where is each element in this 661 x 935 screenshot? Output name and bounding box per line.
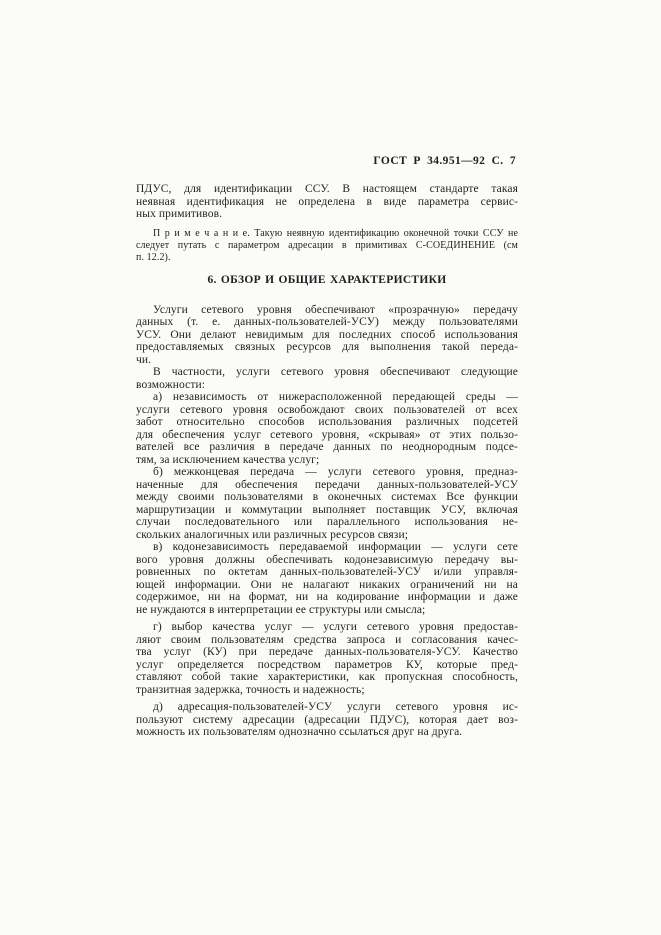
text-column <box>136 155 518 739</box>
text-line: В частности, услуги сетевого уровня обеспечивают следующие <box>153 366 518 378</box>
text-line: в) кодонезависимость передаваемой информации — услуги сете <box>153 541 518 553</box>
page-header: ГОСТ Р 34.951—92 С. 7 <box>373 155 516 167</box>
text-line: скольких аналогичных или различных ресурсов связи; <box>136 528 408 541</box>
list-item-b <box>136 466 518 541</box>
text-line: пользуют систему адресации (адресации ПДУС), которая дает воз- <box>136 713 518 726</box>
text-line: неявная идентификация не определена в виде параметра сервис- <box>136 195 518 208</box>
paragraph-overview <box>136 304 518 367</box>
text-line: тва услуг (КУ) при передаче данных-пользователя-УСУ. Качество <box>136 646 518 658</box>
note-paragraph <box>136 228 518 264</box>
section-heading: 6. ОБЗОР И ОБЩИЕ ХАРАКТЕРИСТИКИ <box>207 273 447 286</box>
text-line: ставляют собой такие характеристики, как пропускная способность, <box>136 671 518 683</box>
text-line: транзитная задержка, точность и надежность; <box>136 683 365 696</box>
text-line: услуг определяется посредством параметров КУ, которые пред- <box>136 658 518 671</box>
text-line: следует путать с параметром адресации в примитивах С-СОЕДИНЕНИЕ (см <box>136 239 518 251</box>
text-line: данных (т. е. данных-пользователей-УСУ) между пользователями <box>136 316 518 328</box>
text-line: г) выбор качества услуг — услуги сетевого уровня предостав- <box>153 621 518 633</box>
text-line: маршрутизации и коммутации выполняет поставщик УСУ, включая <box>136 503 518 516</box>
text-line: Услуги сетевого уровня обеспечивают «прозрачную» передачу <box>153 303 518 316</box>
text-line: ющей информации. Они не налагают никаких ограничений ни на <box>136 578 518 591</box>
text-line: услуги сетевого уровня освобождают своих пользователей от всех <box>136 403 518 416</box>
list-item-g <box>136 621 518 696</box>
text-line: п. 12.2). <box>136 251 171 263</box>
text-line: ных примитивов. <box>136 208 223 220</box>
text-line: предоставляемых связных ресурсов для выполнения такой переда- <box>136 341 518 353</box>
text-line: забот относительно способов использования различных подсетей <box>136 416 518 428</box>
text-line: вателей все различия в передаче данных по неоднородным подсе- <box>136 441 518 453</box>
paragraph-capabilities-intro <box>136 366 518 391</box>
text-line: можность их пользователям однозначно ссылаться друг на друга. <box>136 726 463 738</box>
text-line: П р и м е ч а н и е. Такую неявную идентификацию оконечной точки ССУ не <box>153 227 518 239</box>
text-line: б) межконцевая передача — услуги сетевого уровня, предназ- <box>153 466 518 478</box>
text-line: ПДУС, для идентификации ССУ. В настоящем стандарте такая <box>136 183 518 195</box>
text-line: вого уровня должны обеспечивать кодонезависимую передачу вы- <box>136 553 518 566</box>
text-line: а) независимость от нижерасположенной передающей среды — <box>153 391 518 403</box>
intro-paragraph <box>136 183 518 221</box>
text-line: тям, за исключением качества услуг; <box>136 453 320 466</box>
text-line: ляют своим пользователям средства запроса и согласования качес- <box>136 633 518 646</box>
text-line: наченные для обеспечения передачи данных-пользователей-УСУ <box>136 478 518 491</box>
text-line: ровненных по октетам данных-пользователей-УСУ и/или управля- <box>136 566 518 578</box>
text-line: УСУ. Они делают невидимым для последних способ использования <box>136 328 518 341</box>
text-line: между своими пользователями в оконечных системах Все функции <box>136 491 518 503</box>
text-line: содержимое, ни на формат, ни на кодирование информации и даже <box>136 591 518 603</box>
text-line: случаи последовательного или параллельного использования не- <box>136 516 518 528</box>
text-line: возможности: <box>136 378 206 391</box>
text-line: не нуждаются в интерпретации ее структуры или смысла; <box>136 603 426 616</box>
text-line: для обеспечения услуг сетевого уровня, «скрывая» от этих пользо- <box>136 428 518 441</box>
text-line: д) адресация-пользователей-УСУ услуги сетевого уровня ис- <box>153 701 518 713</box>
list-item-v <box>136 541 518 616</box>
text-line: чи. <box>136 353 152 366</box>
list-item-d <box>136 701 518 739</box>
list-item-a <box>136 391 518 466</box>
